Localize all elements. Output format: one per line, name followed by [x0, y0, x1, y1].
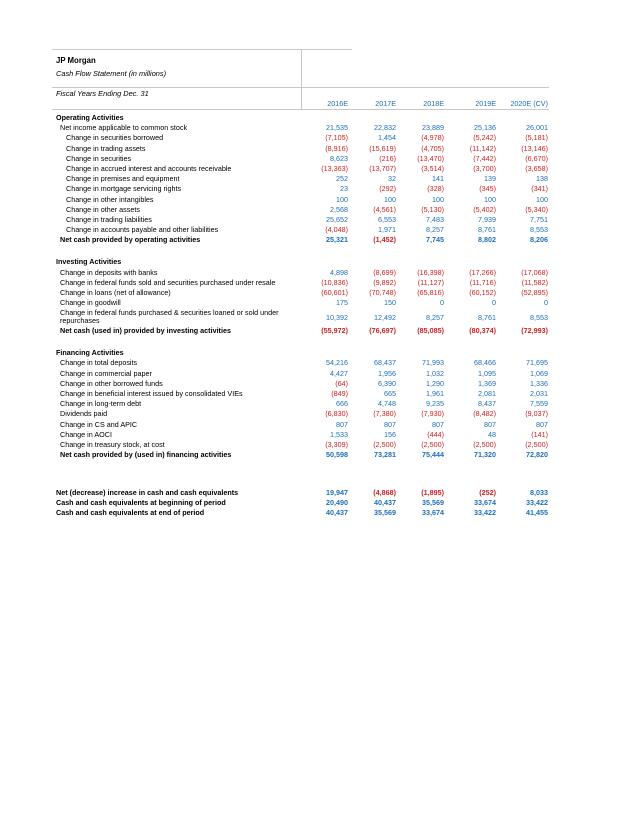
- cell-value: 807: [384, 419, 396, 429]
- cell-value: (7,105): [325, 133, 348, 143]
- row-label: Net (decrease) increase in cash and cash equivalents: [56, 488, 239, 497]
- row-label: Change in premises and equipment: [66, 174, 180, 184]
- cell-value: 33,674: [474, 498, 496, 508]
- cell-value: (7,930): [421, 409, 444, 419]
- cell-value: (141): [531, 429, 548, 439]
- cell-value: (3,514): [421, 164, 444, 173]
- cell-value: 50,598: [326, 450, 348, 460]
- cell-value: 2,031: [530, 388, 548, 398]
- cell-value: (72,993): [521, 326, 548, 336]
- columns-bottom-border: [52, 109, 549, 110]
- cell-value: 1,533: [330, 429, 348, 439]
- cell-value: 141: [432, 174, 444, 184]
- cell-value: 23,889: [422, 123, 444, 133]
- cell-value: 100: [484, 194, 496, 204]
- row-label: Change in securities borrowed: [66, 133, 164, 143]
- cell-value: 1,069: [530, 368, 548, 378]
- cell-value: (60,152): [469, 287, 496, 297]
- cell-value: 32: [388, 174, 396, 184]
- cell-value: 35,569: [374, 508, 396, 518]
- cell-value: 8,761: [478, 225, 496, 235]
- cell-value: (2,500): [473, 439, 496, 449]
- section-title: Financing Activities: [56, 348, 124, 358]
- row-label: Change in trading assets: [66, 143, 146, 153]
- cell-value: (8,699): [373, 267, 396, 277]
- cell-value: (11,142): [469, 143, 496, 153]
- cell-value: 71,320: [474, 450, 496, 460]
- cell-value: 8,623: [330, 153, 348, 163]
- cell-value: 0: [492, 298, 496, 308]
- row-label: Change in accrued interest and accounts receivable: [66, 164, 232, 173]
- cell-value: (2,500): [373, 439, 396, 449]
- cell-value: (5,181): [525, 133, 548, 143]
- cell-value: 139: [484, 174, 496, 184]
- cell-value: 48: [488, 429, 496, 439]
- cell-value: 252: [336, 174, 348, 184]
- cell-value: 8,802: [478, 235, 496, 245]
- cell-value: 8,206: [530, 235, 548, 245]
- cell-value: 4,427: [330, 368, 348, 378]
- cell-value: (6,670): [525, 153, 548, 163]
- cell-value: (5,242): [473, 133, 496, 143]
- cell-value: (4,978): [421, 133, 444, 143]
- cell-value: (292): [379, 184, 396, 194]
- cell-value: (13,707): [369, 164, 396, 173]
- cell-value: (80,374): [469, 326, 496, 336]
- cell-value: 12,492: [374, 312, 396, 322]
- row-label: Change in loans (net of allowance): [60, 287, 171, 297]
- cell-value: 21,535: [326, 123, 348, 133]
- cell-value: (17,266): [469, 267, 496, 277]
- row-label: Dividends paid: [60, 409, 108, 419]
- cell-value: (11,127): [417, 277, 444, 287]
- cell-value: (85,085): [417, 326, 444, 336]
- column-header: 2020E (CV): [510, 99, 548, 108]
- cell-value: 9,235: [426, 399, 444, 409]
- cell-value: 665: [384, 388, 396, 398]
- cell-value: 8,257: [426, 225, 444, 235]
- cell-value: (16,398): [417, 267, 444, 277]
- cell-value: (60,601): [321, 287, 348, 297]
- row-label: Cash and cash equivalents at end of period: [56, 508, 205, 518]
- row-label: Change in deposits with banks: [60, 267, 158, 277]
- cell-value: (3,658): [525, 164, 548, 173]
- cell-value: 68,437: [374, 358, 396, 368]
- row-label: Change in trading liabilities: [66, 215, 152, 224]
- cell-value: 1,961: [426, 388, 444, 398]
- row-label: Net cash provided by operating activities: [60, 235, 201, 245]
- cell-value: 100: [536, 194, 548, 204]
- cell-value: 25,321: [326, 235, 348, 245]
- cell-value: (76,697): [369, 326, 396, 336]
- cell-value: 1,095: [478, 368, 496, 378]
- cell-value: 6,553: [378, 215, 396, 224]
- cell-value: (8,916): [325, 143, 348, 153]
- cell-value: (10,836): [321, 277, 348, 287]
- cell-value: 1,454: [378, 133, 396, 143]
- cell-value: 33,674: [422, 508, 444, 518]
- cell-value: 7,745: [426, 235, 444, 245]
- cell-value: (849): [331, 388, 348, 398]
- cell-value: 1,290: [426, 378, 444, 388]
- cell-value: 4,898: [330, 267, 348, 277]
- cell-value: 7,483: [426, 215, 444, 224]
- cell-value: 72,820: [526, 450, 548, 460]
- row-label: Change in accounts payable and other liabilities: [66, 225, 219, 235]
- cell-value: (13,146): [521, 143, 548, 153]
- cell-value: 10,392: [326, 312, 348, 322]
- column-header: 2016E: [327, 99, 348, 108]
- cell-value: 2,081: [478, 388, 496, 398]
- cell-value: 73,281: [374, 450, 396, 460]
- cell-value: (11,716): [469, 277, 496, 287]
- cell-value: (64): [335, 378, 348, 388]
- row-label: Change in commercial paper: [60, 368, 152, 378]
- fiscal-note: Fiscal Years Ending Dec. 31: [56, 89, 149, 98]
- cell-value: 1,336: [530, 378, 548, 388]
- row-label: Change in mortgage servicing rights: [66, 184, 182, 194]
- cell-value: (9,892): [373, 277, 396, 287]
- company-name: JP Morgan: [56, 56, 96, 65]
- row-label: Change in CS and APIC: [60, 419, 138, 429]
- cell-value: 156: [384, 429, 396, 439]
- cell-value: (2,500): [525, 439, 548, 449]
- cell-value: (4,048): [325, 225, 348, 235]
- cell-value: 8,553: [530, 312, 548, 322]
- cell-value: 100: [336, 194, 348, 204]
- cell-value: (5,340): [525, 204, 548, 214]
- cell-value: (13,363): [321, 164, 348, 173]
- row-label: Change in long-term debt: [60, 399, 142, 409]
- cell-value: 40,437: [326, 508, 348, 518]
- row-label: Cash and cash equivalents at beginning of period: [56, 498, 226, 508]
- cell-value: 100: [384, 194, 396, 204]
- cell-value: (345): [479, 184, 496, 194]
- cell-value: (1,452): [373, 235, 396, 245]
- cell-value: 26,001: [526, 123, 548, 133]
- cell-value: 75,444: [422, 450, 444, 460]
- cell-value: 19,947: [326, 488, 348, 497]
- cell-value: (216): [379, 153, 396, 163]
- cell-value: 33,422: [526, 498, 548, 508]
- row-label: Net income applicable to common stock: [60, 123, 188, 133]
- column-header: 2017E: [375, 99, 396, 108]
- cell-value: (11,582): [521, 277, 548, 287]
- cell-value: 1,971: [378, 225, 396, 235]
- cell-value: 138: [536, 174, 548, 184]
- row-label: Change in beneficial interest issued by consolidated VIEs: [60, 388, 243, 398]
- cell-value: (17,068): [521, 267, 548, 277]
- cell-value: 7,751: [530, 215, 548, 224]
- cell-value: (3,700): [473, 164, 496, 173]
- section-title: Operating Activities: [56, 113, 124, 122]
- cell-value: (9,037): [525, 409, 548, 419]
- cell-value: 35,569: [422, 498, 444, 508]
- cell-value: 25,652: [326, 215, 348, 224]
- cell-value: 807: [484, 419, 496, 429]
- cell-value: 807: [432, 419, 444, 429]
- cell-value: (4,705): [421, 143, 444, 153]
- cell-value: (7,442): [473, 153, 496, 163]
- cell-value: 6,390: [378, 378, 396, 388]
- cell-value: 150: [384, 298, 396, 308]
- cell-value: (6,830): [325, 409, 348, 419]
- cell-value: (3,309): [325, 439, 348, 449]
- cell-value: 1,369: [478, 378, 496, 388]
- cell-value: 68,466: [474, 358, 496, 368]
- cell-value: 666: [336, 399, 348, 409]
- cell-value: 20,490: [326, 498, 348, 508]
- cell-value: 2,568: [330, 204, 348, 214]
- cell-value: 100: [432, 194, 444, 204]
- cell-value: (15,619): [369, 143, 396, 153]
- cell-value: 1,956: [378, 368, 396, 378]
- row-label: Change in other borrowed funds: [60, 378, 163, 388]
- cell-value: 0: [440, 298, 444, 308]
- row-label: Net cash provided by (used in) financing activities: [60, 450, 232, 460]
- header-top-border: [52, 49, 352, 50]
- cell-value: (7,380): [373, 409, 396, 419]
- cell-value: 71,695: [526, 358, 548, 368]
- cell-value: (55,972): [321, 326, 348, 336]
- cell-value: (341): [531, 184, 548, 194]
- cell-value: (13,470): [417, 153, 444, 163]
- cell-value: 7,939: [478, 215, 496, 224]
- row-label: Change in total deposits: [60, 358, 138, 368]
- cell-value: 8,761: [478, 312, 496, 322]
- cell-value: 8,553: [530, 225, 548, 235]
- cell-value: 0: [544, 298, 548, 308]
- row-label: Change in other intangibles: [66, 194, 154, 204]
- cell-value: 807: [536, 419, 548, 429]
- row-label: Change in federal funds purchased & securities loaned or sold under repurchases: [60, 308, 279, 326]
- cell-value: 41,455: [526, 508, 548, 518]
- cell-value: (252): [479, 488, 496, 497]
- section-title: Investing Activities: [56, 257, 122, 267]
- cell-value: 1,032: [426, 368, 444, 378]
- cell-value: 54,216: [326, 358, 348, 368]
- cell-value: 8,437: [478, 399, 496, 409]
- cell-value: (70,748): [369, 287, 396, 297]
- cell-value: 4,748: [378, 399, 396, 409]
- cell-value: 22,832: [374, 123, 396, 133]
- cell-value: 71,993: [422, 358, 444, 368]
- cell-value: 23: [340, 184, 348, 194]
- cell-value: (2,500): [421, 439, 444, 449]
- row-label: Change in treasury stock, at cost: [60, 439, 165, 449]
- cell-value: (444): [427, 429, 444, 439]
- cell-value: 175: [336, 298, 348, 308]
- row-label: Change in goodwill: [60, 298, 121, 308]
- cell-value: 40,437: [374, 498, 396, 508]
- cell-value: (4,868): [373, 488, 396, 497]
- row-label: Change in AOCI: [60, 429, 112, 439]
- cell-value: 33,422: [474, 508, 496, 518]
- cell-value: (4,561): [373, 204, 396, 214]
- cell-value: 8,033: [530, 488, 548, 497]
- cell-value: (52,895): [521, 287, 548, 297]
- cell-value: 25,136: [474, 123, 496, 133]
- cell-value: 807: [336, 419, 348, 429]
- cell-value: (1,895): [421, 488, 444, 497]
- cell-value: (5,130): [421, 204, 444, 214]
- row-label: Net cash (used in) provided by investing activities: [60, 326, 231, 336]
- row-label: Change in securities: [66, 153, 132, 163]
- column-header: 2019E: [475, 99, 496, 108]
- row-label: Change in federal funds sold and securities purchased under resale: [60, 277, 276, 287]
- cell-value: (8,482): [473, 409, 496, 419]
- row-label: Change in other assets: [66, 204, 140, 214]
- cell-value: 7,559: [530, 399, 548, 409]
- statement-title: Cash Flow Statement (in millions): [56, 69, 167, 78]
- cell-value: (5,402): [473, 204, 496, 214]
- cell-value: (65,816): [417, 287, 444, 297]
- cell-value: (328): [427, 184, 444, 194]
- cell-value: 8,257: [426, 312, 444, 322]
- column-header: 2018E: [423, 99, 444, 108]
